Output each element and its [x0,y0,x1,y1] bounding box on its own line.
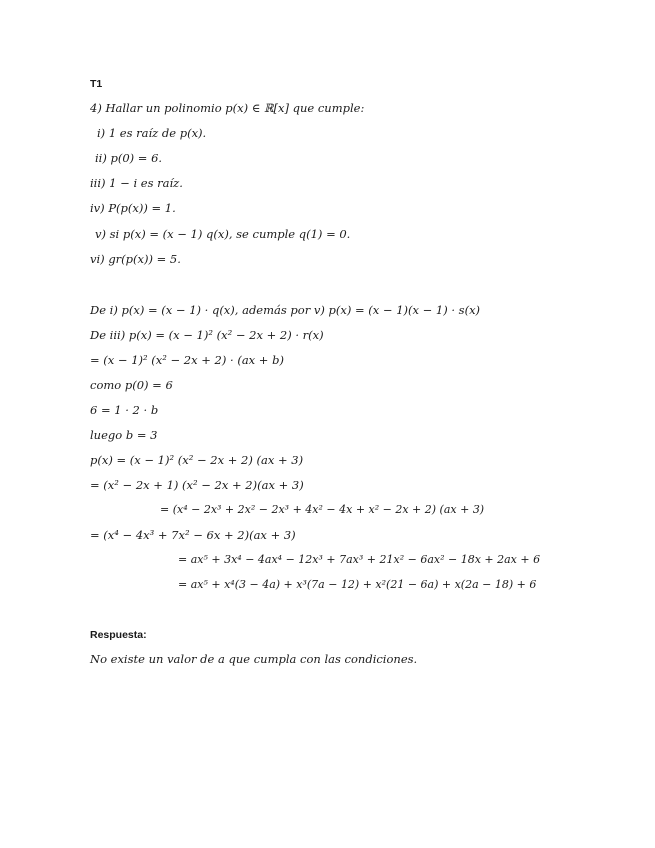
heading: T1 [90,78,103,90]
condition-i: i) 1 es raíz de p(x). [97,126,207,140]
solution-line-9: = (x⁴ − 2x³ + 2x² − 2x³ + 4x² − 4x + x² − 2x + 2) (ax + 3) [160,503,485,516]
solution-line-7: p(x) = (x − 1)² (x² − 2x + 2) (ax + 3) [90,453,304,467]
solution-line-12: = ax⁵ + x⁴(3 − 4a) + x³(7a − 12) + x²(21 − 6a) + x(2a − 18) + 6 [178,578,537,591]
solution-line-1: De i) p(x) = (x − 1) · q(x), además por v) p(x) = (x − 1)(x − 1) · s(x) [90,303,481,317]
solution-line-2: De iii) p(x) = (x − 1)² (x² − 2x + 2) · r(x) [90,328,324,342]
solution-line-10: = (x⁴ − 4x³ + 7x² − 6x + 2)(ax + 3) [90,528,296,542]
condition-v: v) si p(x) = (x − 1) q(x), se cumple q(1) = 0. [95,227,351,241]
condition-vi: vi) gr(p(x)) = 5. [90,252,181,266]
solution-line-5: 6 = 1 · 2 · b [90,403,159,417]
solution-line-11: = ax⁵ + 3x⁴ − 4ax⁴ − 12x³ + 7ax³ + 21x² − 6ax² − 18x + 2ax + 6 [178,553,541,566]
solution-line-8: = (x² − 2x + 1) (x² − 2x + 2)(ax + 3) [90,478,304,492]
condition-iii: iii) 1 − i es raíz. [90,176,183,190]
condition-ii: ii) p(0) = 6. [95,151,163,165]
solution-line-3: = (x − 1)² (x² − 2x + 2) · (ax + b) [90,353,284,367]
answer-label: Respuesta: [90,629,147,641]
solution-line-6: luego b = 3 [90,428,158,442]
solution-line-4: como p(0) = 6 [90,378,173,392]
answer-text: No existe un valor de a que cumpla con las condiciones. [90,652,418,666]
problem-statement: 4) Hallar un polinomio p(x) ∈ ℝ[x] que cumple: [90,101,365,115]
condition-iv: iv) P(p(x)) = 1. [90,201,176,215]
